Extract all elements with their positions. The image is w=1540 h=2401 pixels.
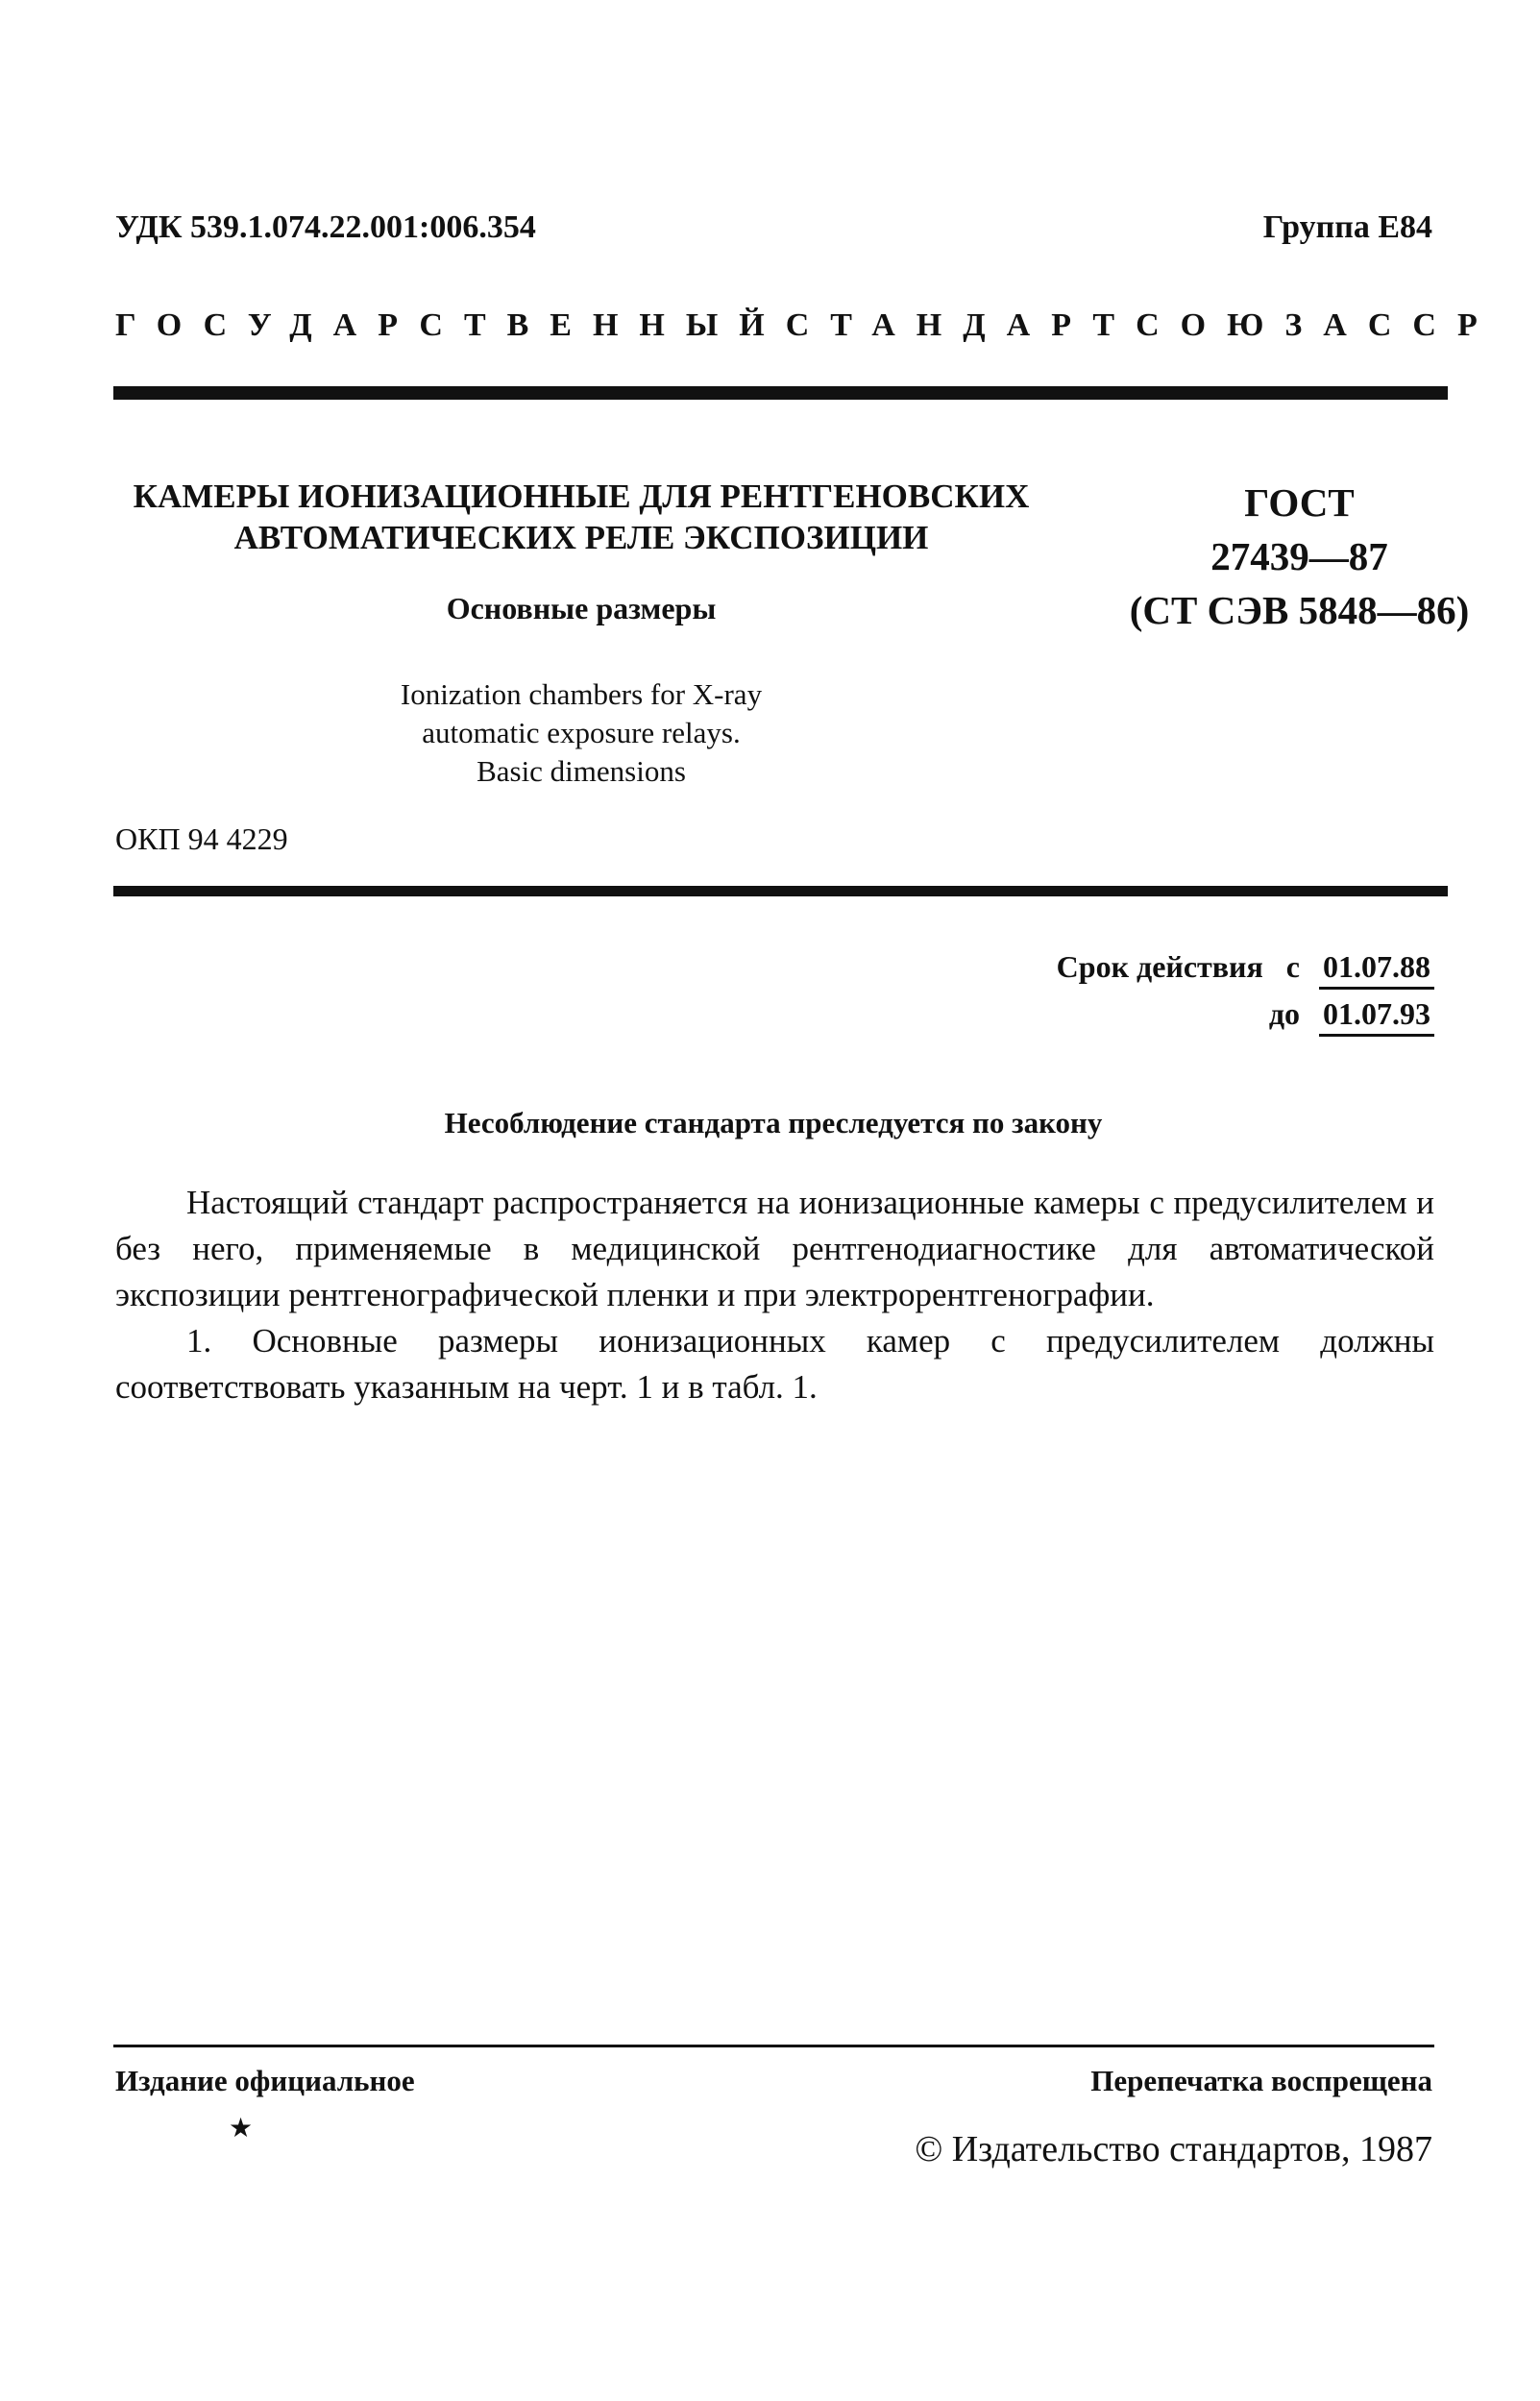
gost-designation bbox=[1114, 476, 1484, 637]
validity-label: Срок действия bbox=[1056, 949, 1263, 984]
validity-from-date: 01.07.88 bbox=[1319, 946, 1434, 990]
document-title-line-2: АВТОМАТИЧЕСКИХ РЕЛЕ ЭКСПОЗИЦИИ bbox=[233, 519, 929, 556]
validity-to-prefix: до bbox=[1268, 996, 1300, 1031]
footer-divider bbox=[113, 2045, 1434, 2047]
subtitle-russian: Основные размеры bbox=[446, 591, 717, 625]
legal-notice: Несоблюдение стандарта преследуется по закону bbox=[444, 1106, 1103, 1139]
state-standard-word-1: ГОСУДАРСТВЕННЫЙ bbox=[115, 307, 786, 343]
udk-code: УДК 539.1.074.22.001:006.354 bbox=[115, 209, 536, 245]
validity-from-prefix: с bbox=[1285, 949, 1300, 984]
validity-period bbox=[1057, 946, 1434, 1041]
reprint-prohibited-label: Перепечатка воспрещена bbox=[1090, 2064, 1432, 2097]
state-standard-word-4: ССР bbox=[1367, 307, 1499, 343]
gost-label: ГОСТ bbox=[1244, 480, 1355, 525]
document-title bbox=[115, 476, 1047, 558]
star-icon: ★ bbox=[229, 2114, 254, 2144]
okp-code: ОКП 94 4229 bbox=[115, 821, 288, 856]
middle-divider bbox=[113, 886, 1448, 896]
document-title-line-1: КАМЕРЫ ИОНИЗАЦИОННЫЕ ДЛЯ РЕНТГЕНОВСКИХ bbox=[133, 478, 1030, 515]
state-standard-heading bbox=[115, 307, 1499, 344]
gost-number: 27439—87 bbox=[1210, 534, 1388, 578]
top-divider bbox=[113, 386, 1448, 400]
official-edition-label: Издание официальное bbox=[115, 2064, 415, 2097]
english-title-line-3: Basic dimensions bbox=[477, 754, 686, 788]
state-standard-word-2: СТАНДАРТ bbox=[785, 307, 1137, 343]
english-title-line-2: automatic exposure relays. bbox=[422, 716, 741, 749]
cmea-number: (СТ СЭВ 5848—86) bbox=[1129, 588, 1470, 632]
body-paragraph-1: Настоящий стандарт распространяется на ионизационные камеры с предусилителем и без него, применяемые в медицинской рентгенодиагностике для автоматической экспозиции рентгенографической пленки и при электрорентгенографии. bbox=[115, 1184, 1434, 1313]
copyright-notice: © Издательство стандартов, 1987 bbox=[915, 2129, 1432, 2169]
english-title bbox=[115, 675, 1047, 791]
english-title-line-1: Ionization chambers for X-ray bbox=[400, 677, 763, 711]
validity-to-row bbox=[1057, 993, 1434, 1037]
body-text bbox=[115, 1180, 1434, 1410]
validity-from-row bbox=[1057, 946, 1434, 990]
state-standard-word-3: СОЮЗА bbox=[1136, 307, 1368, 343]
validity-to-date: 01.07.93 bbox=[1319, 993, 1434, 1037]
body-paragraph-2: 1. Основные размеры ионизационных камер с предусилителем должны соответствовать указанным на черт. 1 и в табл. 1. bbox=[115, 1322, 1434, 1406]
group-code: Группа Е84 bbox=[1262, 209, 1432, 245]
